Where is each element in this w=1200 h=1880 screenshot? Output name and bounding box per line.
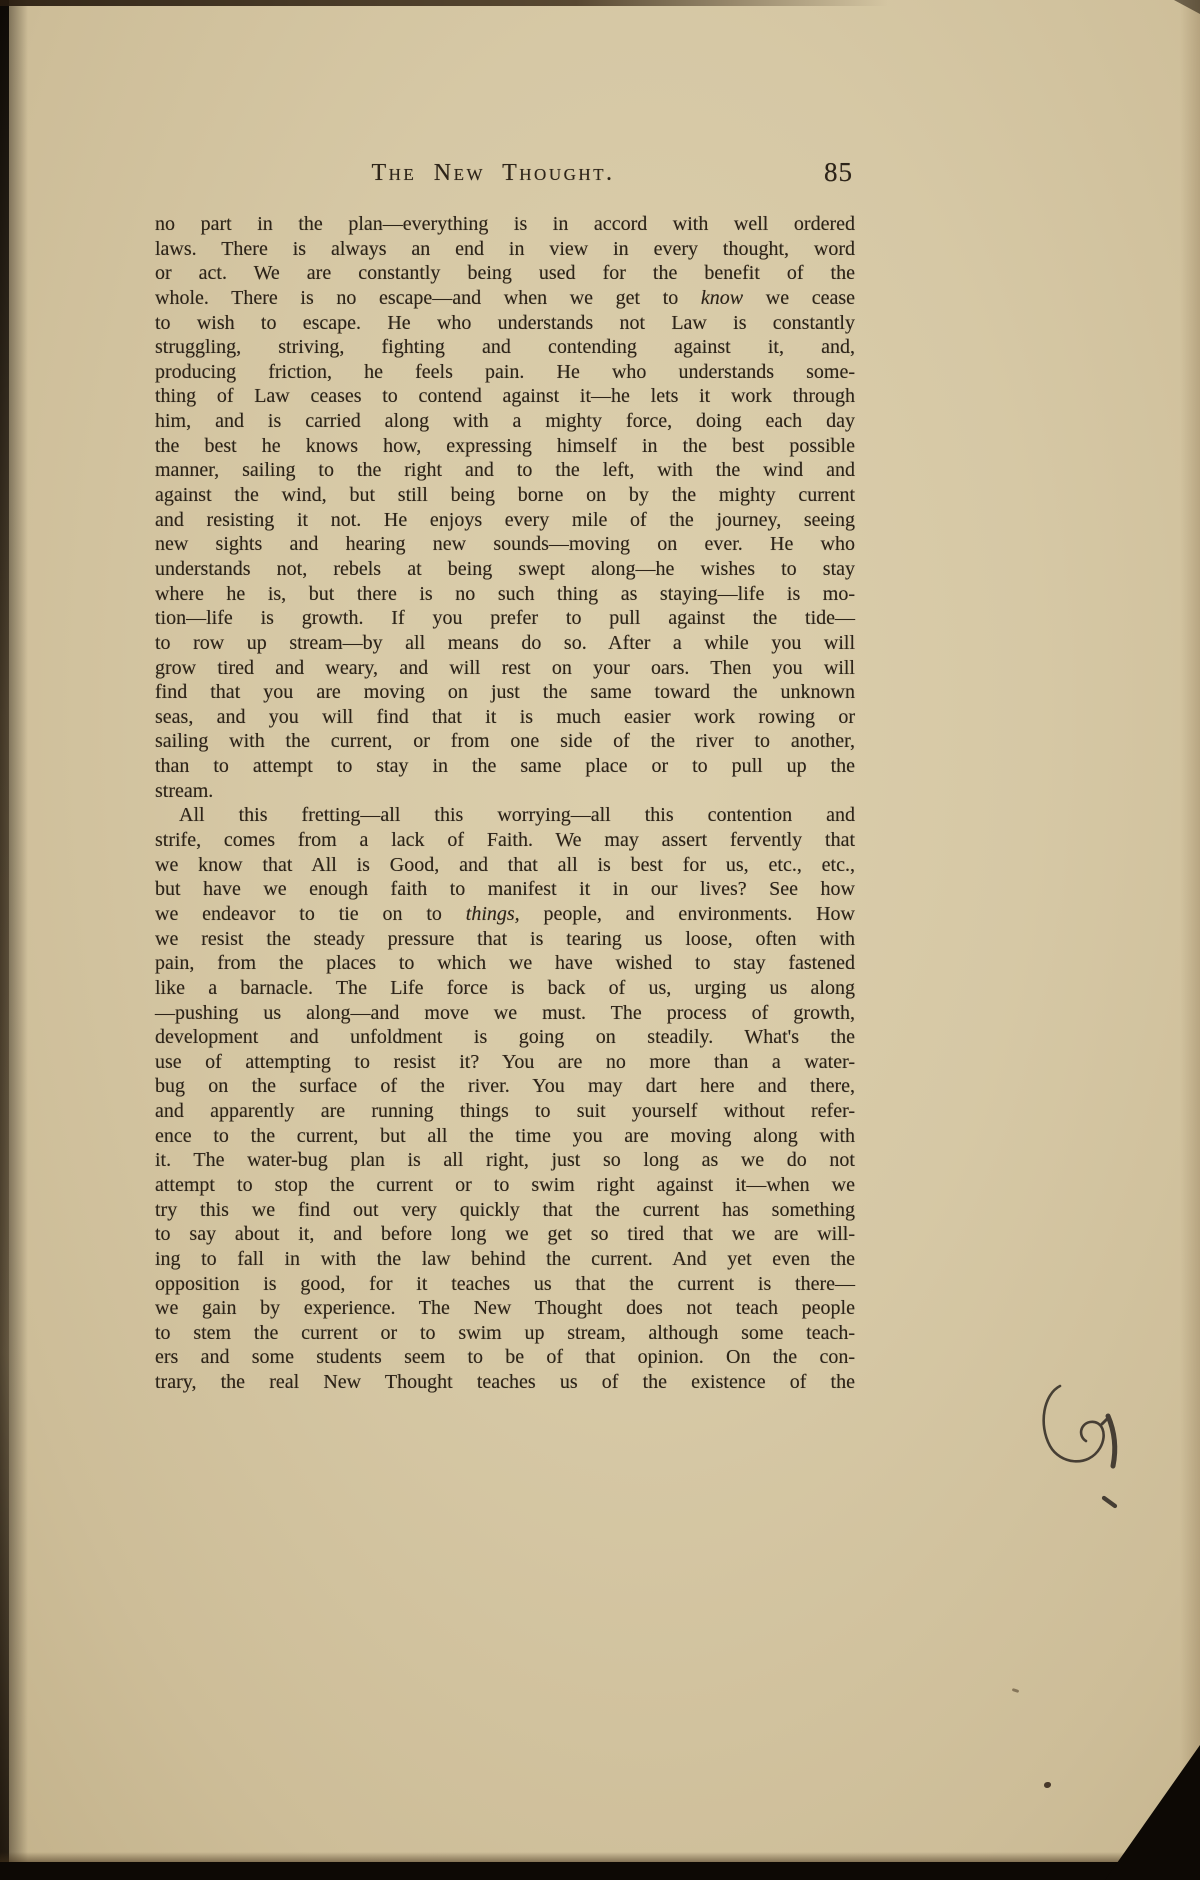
text-line: pain, from the places to which we have wished to stay fastened bbox=[155, 952, 855, 975]
running-head bbox=[155, 157, 855, 202]
text-line: or act. We are constantly being used for the benefit of the bbox=[155, 262, 855, 285]
text-line: sailing with the current, or from one side of the river to another, bbox=[155, 730, 855, 753]
paragraph bbox=[155, 803, 855, 1394]
text-line: attempt to stop the current or to swim right against it—when we bbox=[155, 1173, 855, 1196]
ink-dot bbox=[1044, 1782, 1051, 1788]
text-line: stream. bbox=[155, 779, 214, 802]
page-body bbox=[155, 212, 855, 1395]
text-line: but have we enough faith to manifest it in our lives? See how bbox=[155, 878, 855, 901]
text-line: All this fretting—all this worrying—all this contention and bbox=[179, 804, 855, 827]
text-line: strife, comes from a lack of Faith. We may assert fervently that bbox=[155, 829, 855, 852]
scan-edge-bottom bbox=[0, 1862, 1200, 1880]
text-line: producing friction, he feels pain. He who understands some- bbox=[155, 360, 855, 383]
text-line: thing of Law ceases to contend against it—he lets it work through bbox=[155, 385, 855, 408]
text-line: opposition is good, for it teaches us that the current is there— bbox=[155, 1272, 855, 1295]
scan-edge-bottom-fade bbox=[0, 1852, 1200, 1862]
text-line: and resisting it not. He enjoys every mile of the journey, seeing bbox=[155, 508, 855, 531]
scan-corner-bottom-right bbox=[1105, 1745, 1200, 1880]
text-line: laws. There is always an end in view in every thought, word bbox=[155, 237, 855, 260]
text-line: we gain by experience. The New Thought does not teach people bbox=[155, 1297, 855, 1320]
text-line: to row up stream—by all means do so. After a while you will bbox=[155, 631, 855, 654]
text-line: grow tired and weary, and will rest on your oars. Then you will bbox=[155, 656, 855, 679]
text-line: struggling, striving, fighting and contending against it, and, bbox=[155, 336, 855, 359]
text-line: development and unfoldment is going on steadily. What's the bbox=[155, 1026, 855, 1049]
pen-scribble-mark bbox=[1032, 1372, 1142, 1522]
text-line: whole. There is no escape—and when we get to know we cease bbox=[155, 286, 855, 309]
text-line: it. The water-bug plan is all right, just so long as we do not bbox=[155, 1149, 855, 1172]
text-line: manner, sailing to the right and to the left, with the wind and bbox=[155, 459, 855, 482]
text-line: and apparently are running things to suit yourself without refer- bbox=[155, 1100, 855, 1123]
page-title: The New Thought. bbox=[371, 160, 615, 186]
text-line: ing to fall in with the law behind the current. And yet even the bbox=[155, 1247, 855, 1270]
text-line: like a barnacle. The Life force is back of us, urging us along bbox=[155, 976, 855, 999]
text-line: the best he knows how, expressing himself in the best possible bbox=[155, 434, 855, 457]
text-line: to wish to escape. He who understands not Law is constantly bbox=[155, 311, 855, 334]
text-line: trary, the real New Thought teaches us of the existence of the bbox=[155, 1371, 855, 1394]
text-line: no part in the plan—everything is in accord with well ordered bbox=[155, 213, 855, 235]
text-line: we know that All is Good, and that all is best for us, etc., etc., bbox=[155, 853, 855, 876]
text-line: than to attempt to stay in the same place or to pull up the bbox=[155, 755, 855, 778]
text-line: ers and some students seem to be of that opinion. On the con- bbox=[155, 1346, 855, 1369]
text-line: ence to the current, but all the time you are moving along with bbox=[155, 1124, 855, 1147]
scan-gutter-shadow bbox=[0, 0, 9, 1880]
scan-edge-top bbox=[0, 0, 1200, 6]
text-line: find that you are moving on just the same toward the unknown bbox=[155, 681, 855, 704]
text-line: him, and is carried along with a mighty force, doing each day bbox=[155, 410, 855, 433]
text-line: new sights and hearing new sounds—moving on ever. He who bbox=[155, 533, 855, 556]
text-line: understands not, rebels at being swept along—he wishes to stay bbox=[155, 557, 855, 580]
scan-edge-right bbox=[1180, 0, 1200, 1880]
paper-speck bbox=[1012, 1688, 1020, 1693]
text-line: seas, and you will find that it is much easier work rowing or bbox=[155, 705, 855, 728]
text-line: use of attempting to resist it? You are no more than a water- bbox=[155, 1050, 855, 1073]
text-line: bug on the surface of the river. You may dart here and there, bbox=[155, 1075, 855, 1098]
text-line: where he is, but there is no such thing as staying—life is mo- bbox=[155, 582, 855, 605]
text-line: we endeavor to tie on to things, people, and environments. How bbox=[155, 902, 855, 925]
page-number: 85 bbox=[824, 157, 853, 187]
paragraph bbox=[155, 212, 855, 803]
text-line: to stem the current or to swim up stream, although some teach- bbox=[155, 1321, 855, 1344]
text-line: tion—life is growth. If you prefer to pull against the tide— bbox=[155, 607, 855, 630]
text-line: try this we find out very quickly that the current has something bbox=[155, 1198, 855, 1221]
text-line: against the wind, but still being borne on by the mighty current bbox=[155, 484, 855, 507]
text-line: —pushing us along—and move we must. The process of growth, bbox=[155, 1001, 855, 1024]
text-line: to say about it, and before long we get so tired that we are will- bbox=[155, 1223, 855, 1246]
text-line: we resist the steady pressure that is tearing us loose, often with bbox=[155, 927, 855, 950]
